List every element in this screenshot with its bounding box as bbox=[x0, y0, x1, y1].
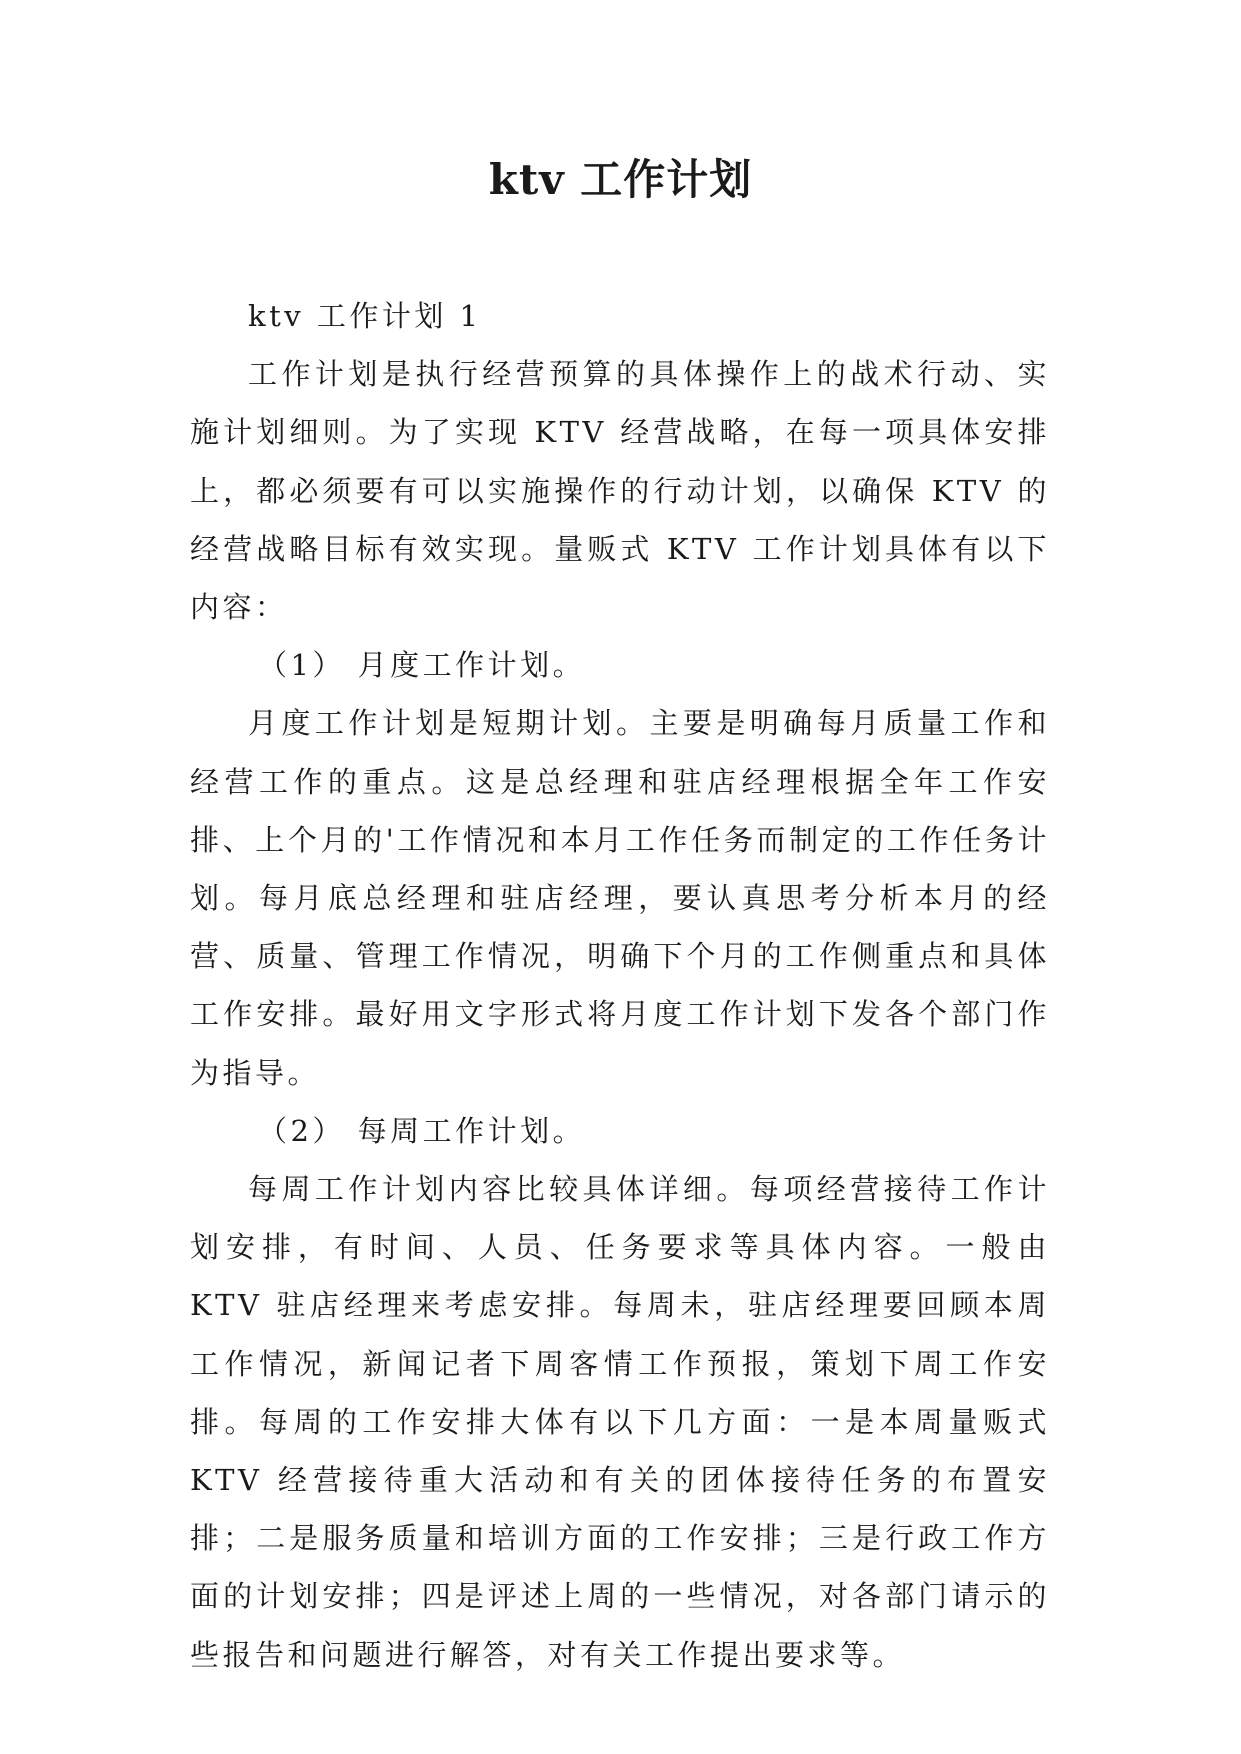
paragraph-monthly: 月度工作计划是短期计划。主要是明确每月质量工作和经营工作的重点。这是总经理和驻店经理根据全年工作安排、上个月的'工作情况和本月工作任务而制定的工作任务计划。每月底总经理和驻店经理，要认真思考分析本月的经营、质量、管理工作情况，明确下个月的工作侧重点和具体工作安排。最好用文字形式将月度工作计划下发各个部门作为指导。 bbox=[190, 706, 1050, 1090]
paragraph-intro: 工作计划是执行经营预算的具体操作上的战术行动、实施计划细则。为了实现 KTV 经营战略，在每一项具体安排上，都必须要有可以实施操作的行动计划，以确保 KTV 的经营战略目标有效实现。量贩式 KTV 工作计划具体有以下内容： bbox=[190, 357, 1050, 625]
section-subtitle: ktv 工作计划 1 bbox=[248, 299, 482, 333]
item-heading-weekly: （2） 每周工作计划。 bbox=[258, 1113, 586, 1148]
document-body bbox=[190, 287, 1050, 1684]
item-heading-monthly: （1） 月度工作计划。 bbox=[258, 648, 586, 683]
page-title: ktv 工作计划 bbox=[488, 155, 753, 204]
paragraph-weekly: 每周工作计划内容比较具体详细。每项经营接待工作计划安排，有时间、人员、任务要求等具体内容。一般由 KTV 驻店经理来考虑安排。每周未，驻店经理要回顾本周工作情况，新闻记者下周客情工作预报，策划下周工作安排。每周的工作安排大体有以下几方面：一是本周量贩式 KTV 经营接待重大活动和有关的团体接待任务的布置安排；二是服务质量和培训方面的工作安排；三是行政工作方面的计划安排；四是评述上周的一些情况，对各部门请示的些报告和问题进行解答，对有关工作提出要求等。 bbox=[190, 1172, 1050, 1672]
